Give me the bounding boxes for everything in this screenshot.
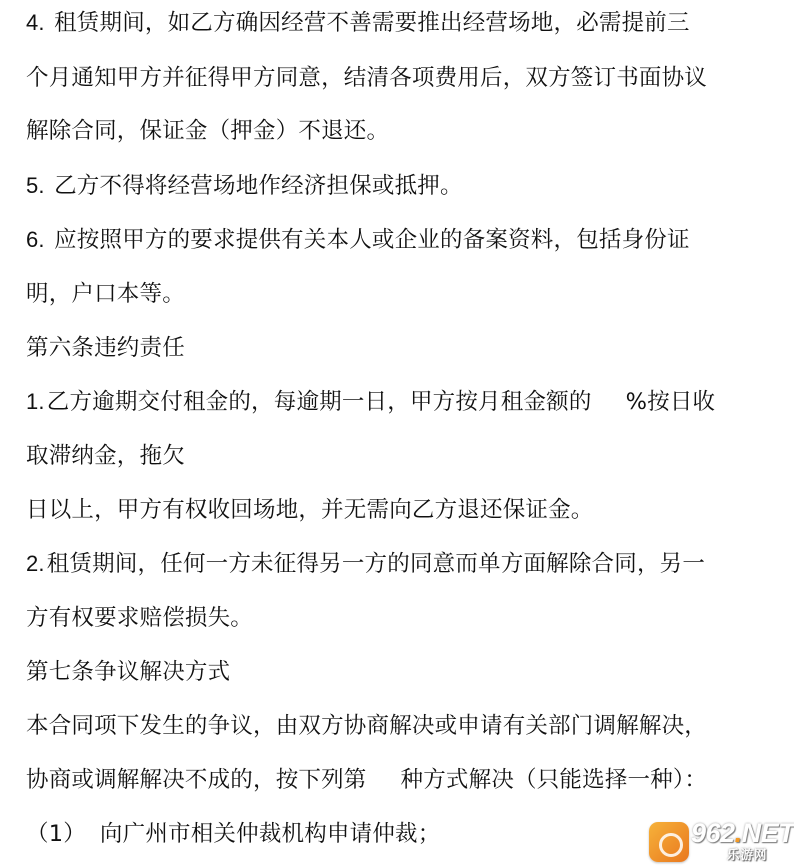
dispute-line-2 xyxy=(26,764,707,796)
clause-4-line-3 xyxy=(26,115,389,147)
clause-number: 4. xyxy=(26,10,45,35)
clause-text: 个月通知甲方并征得甲方同意，结清各项费用后，双方签订书面协议 xyxy=(26,65,708,91)
clause-text-tail: %按日收 xyxy=(625,389,716,415)
clause-4-line-2 xyxy=(26,62,707,94)
clause-number: 5. xyxy=(26,173,45,198)
dispute-line-1 xyxy=(26,710,707,742)
option-number: （1） xyxy=(26,821,86,847)
penalty-1-line-3 xyxy=(26,494,594,526)
clause-text-tail: 种方式解决（只能选择一种）： xyxy=(400,767,708,793)
penalty-2-line-1 xyxy=(26,548,705,580)
article-title: 第六条违约责任 xyxy=(26,335,185,361)
penalty-1-line-2 xyxy=(26,440,185,472)
article-7-heading xyxy=(26,656,230,688)
clause-text: 租赁期间，如乙方确因经营不善需要推出经营场地，必需提前三 xyxy=(54,10,690,36)
watermark-site-name: 乐游网 xyxy=(727,847,768,862)
clause-text: 取滞纳金，拖欠 xyxy=(26,443,185,469)
article-6-heading xyxy=(26,332,185,364)
clause-number: 1. xyxy=(26,389,45,414)
watermark-domain: 962.NET xyxy=(691,818,794,848)
clause-text: 明，户口本等。 xyxy=(26,281,185,307)
clause-text: 应按照甲方的要求提供有关本人或企业的备案资料，包括身份证 xyxy=(54,227,690,253)
penalty-2-line-2 xyxy=(26,602,253,634)
clause-number: 2. xyxy=(26,551,45,576)
clause-number: 6. xyxy=(26,227,45,252)
clause-6-line-2 xyxy=(26,278,185,310)
clause-text: 解除合同，保证金（押金）不退还。 xyxy=(26,118,390,144)
clause-text: 乙方逾期交付租金的，每逾期一日，甲方按月租金额的 xyxy=(46,389,592,415)
clause-text: 日以上，甲方有权收回场地，并无需向乙方退还保证金。 xyxy=(26,497,594,523)
clause-text: 方有权要求赔偿损失。 xyxy=(26,605,254,631)
clause-text: 租赁期间，任何一方未征得另一方的同意而单方面解除合同，另一 xyxy=(46,551,706,577)
option-text: 向广州市相关仲裁机构申请仲裁； xyxy=(99,821,441,847)
penalty-1-line-1 xyxy=(26,386,715,418)
dispute-option-1 xyxy=(26,818,440,850)
clause-5-line xyxy=(26,170,463,202)
article-title: 第七条争议解决方式 xyxy=(26,659,231,685)
site-watermark xyxy=(643,816,794,866)
clause-4-line-1 xyxy=(26,7,690,39)
watermark-logo-icon xyxy=(649,822,689,862)
clause-text: 协商或调解解决不成的，按下列第 xyxy=(26,767,367,793)
clause-text: 本合同项下发生的争议，由双方协商解决或申请有关部门调解解决， xyxy=(26,713,708,739)
clause-6-line-1 xyxy=(26,224,690,256)
clause-text: 乙方不得将经营场地作经济担保或抵押。 xyxy=(54,173,463,199)
